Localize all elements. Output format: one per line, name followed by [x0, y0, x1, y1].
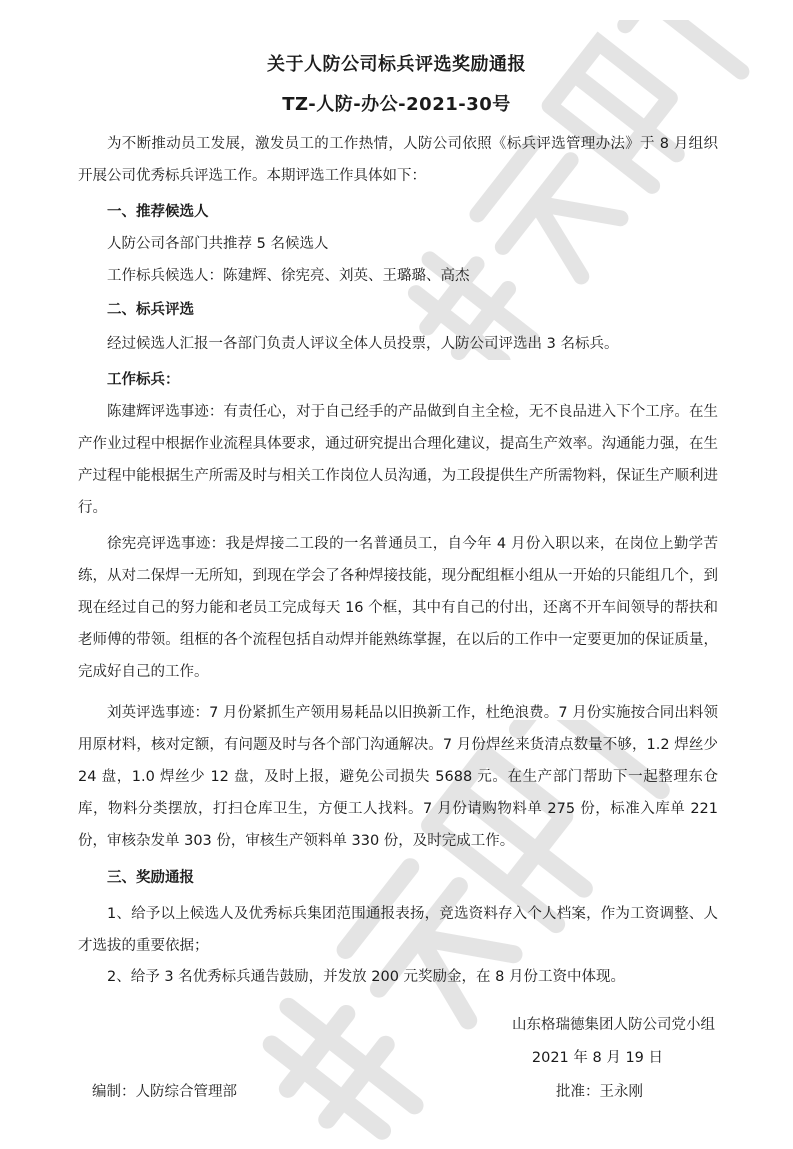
section1-heading: 一、推荐候选人 — [107, 204, 209, 220]
liu-paragraph: 刘英评选事迹：7 月份紧抓生产领用易耗品以旧换新工作，杜绝浪费。7 月份实施按合同出料领用原材料，核对定额，有问题及时与各个部门沟通解决。7 月份焊丝来货清点数量不够，1.2 焊丝少 24 盘，1.0 焊丝少 12 盘，及时上报，避免公司损失 5688 元。在生产部门帮助下一起整理东仓库，物料分类摆放，打扫仓库卫生，方便工人找料。7 月份请购物料单 275 份，标准入库单 221 份，审核杂发单 303 份，审核生产领料单 330 份，及时完成工作。 — [78, 705, 718, 849]
reward1-paragraph: 1、给予以上候选人及优秀标兵集团范围通报表扬，竞选资料存入个人档案，作为工资调整、人才选拔的重要依据； — [78, 906, 718, 954]
work-model-heading: 工作标兵： — [107, 372, 180, 388]
intro-paragraph: 为不断推动员工发展，激发员工的工作热情，人防公司依照《标兵评选管理办法》于 8 月组织开展公司优秀标兵评选工作。本期评选工作具体如下： — [78, 136, 718, 184]
issue-date: 2021 年 8 月 19 日 — [531, 1050, 663, 1066]
xu-paragraph: 徐宪亮评选事迹：我是焊接二工段的一名普通员工，自今年 4 月份入职以来，在岗位上勤学苦练，从对二保焊一无所知，到现在学会了各种焊接技能，现分配组框小组从一开始的只能组几个，到现在经过自己的努力能和老员工完成每天 16 个框，其中有自己的付出，还离不开车间领导的帮扶和老师傅的带领。组框的各个流程包括自动焊并能熟练掌握，在以后的工作中一定要更加的保证质量，完成好自己的工作。 — [78, 536, 718, 680]
section2-line1: 经过候选人汇报一各部门负责人评议全体人员投票，人防公司评选出 3 名标兵。 — [107, 336, 619, 352]
section1-line1: 人防公司各部门共推荐 5 名候选人 — [107, 236, 329, 252]
document-number: TZ-人防-办公-2021-30号 — [282, 94, 511, 115]
compiled-by: 编制：人防综合管理部 — [92, 1084, 237, 1100]
issuer: 山东格瑞德集团人防公司党小组 — [512, 1017, 715, 1033]
reward2-line: 2、给予 3 名优秀标兵通告鼓励，并发放 200 元奖励金，在 8 月份工资中体现。 — [107, 969, 626, 985]
section3-heading: 三、奖励通报 — [107, 870, 194, 886]
document-title: 关于人防公司标兵评选奖励通报 — [267, 54, 526, 75]
approved-by: 批准：王永刚 — [556, 1084, 643, 1100]
section1-line2: 工作标兵候选人：陈建辉、徐宪亮、刘英、王璐璐、高杰 — [107, 268, 470, 284]
chen-paragraph: 陈建辉评选事迹：有责任心，对于自己经手的产品做到自主全检，无不良品进入下个工序。在生产作业过程中根据作业流程具体要求，通过研究提出合理化建议，提高生产效率。沟通能力强，在生产过程中能根据生产所需及时与相关工作岗位人员沟通，为工段提供生产所需物料，保证生产顺利进行。 — [78, 404, 718, 516]
section2-heading: 二、标兵评选 — [107, 302, 194, 318]
